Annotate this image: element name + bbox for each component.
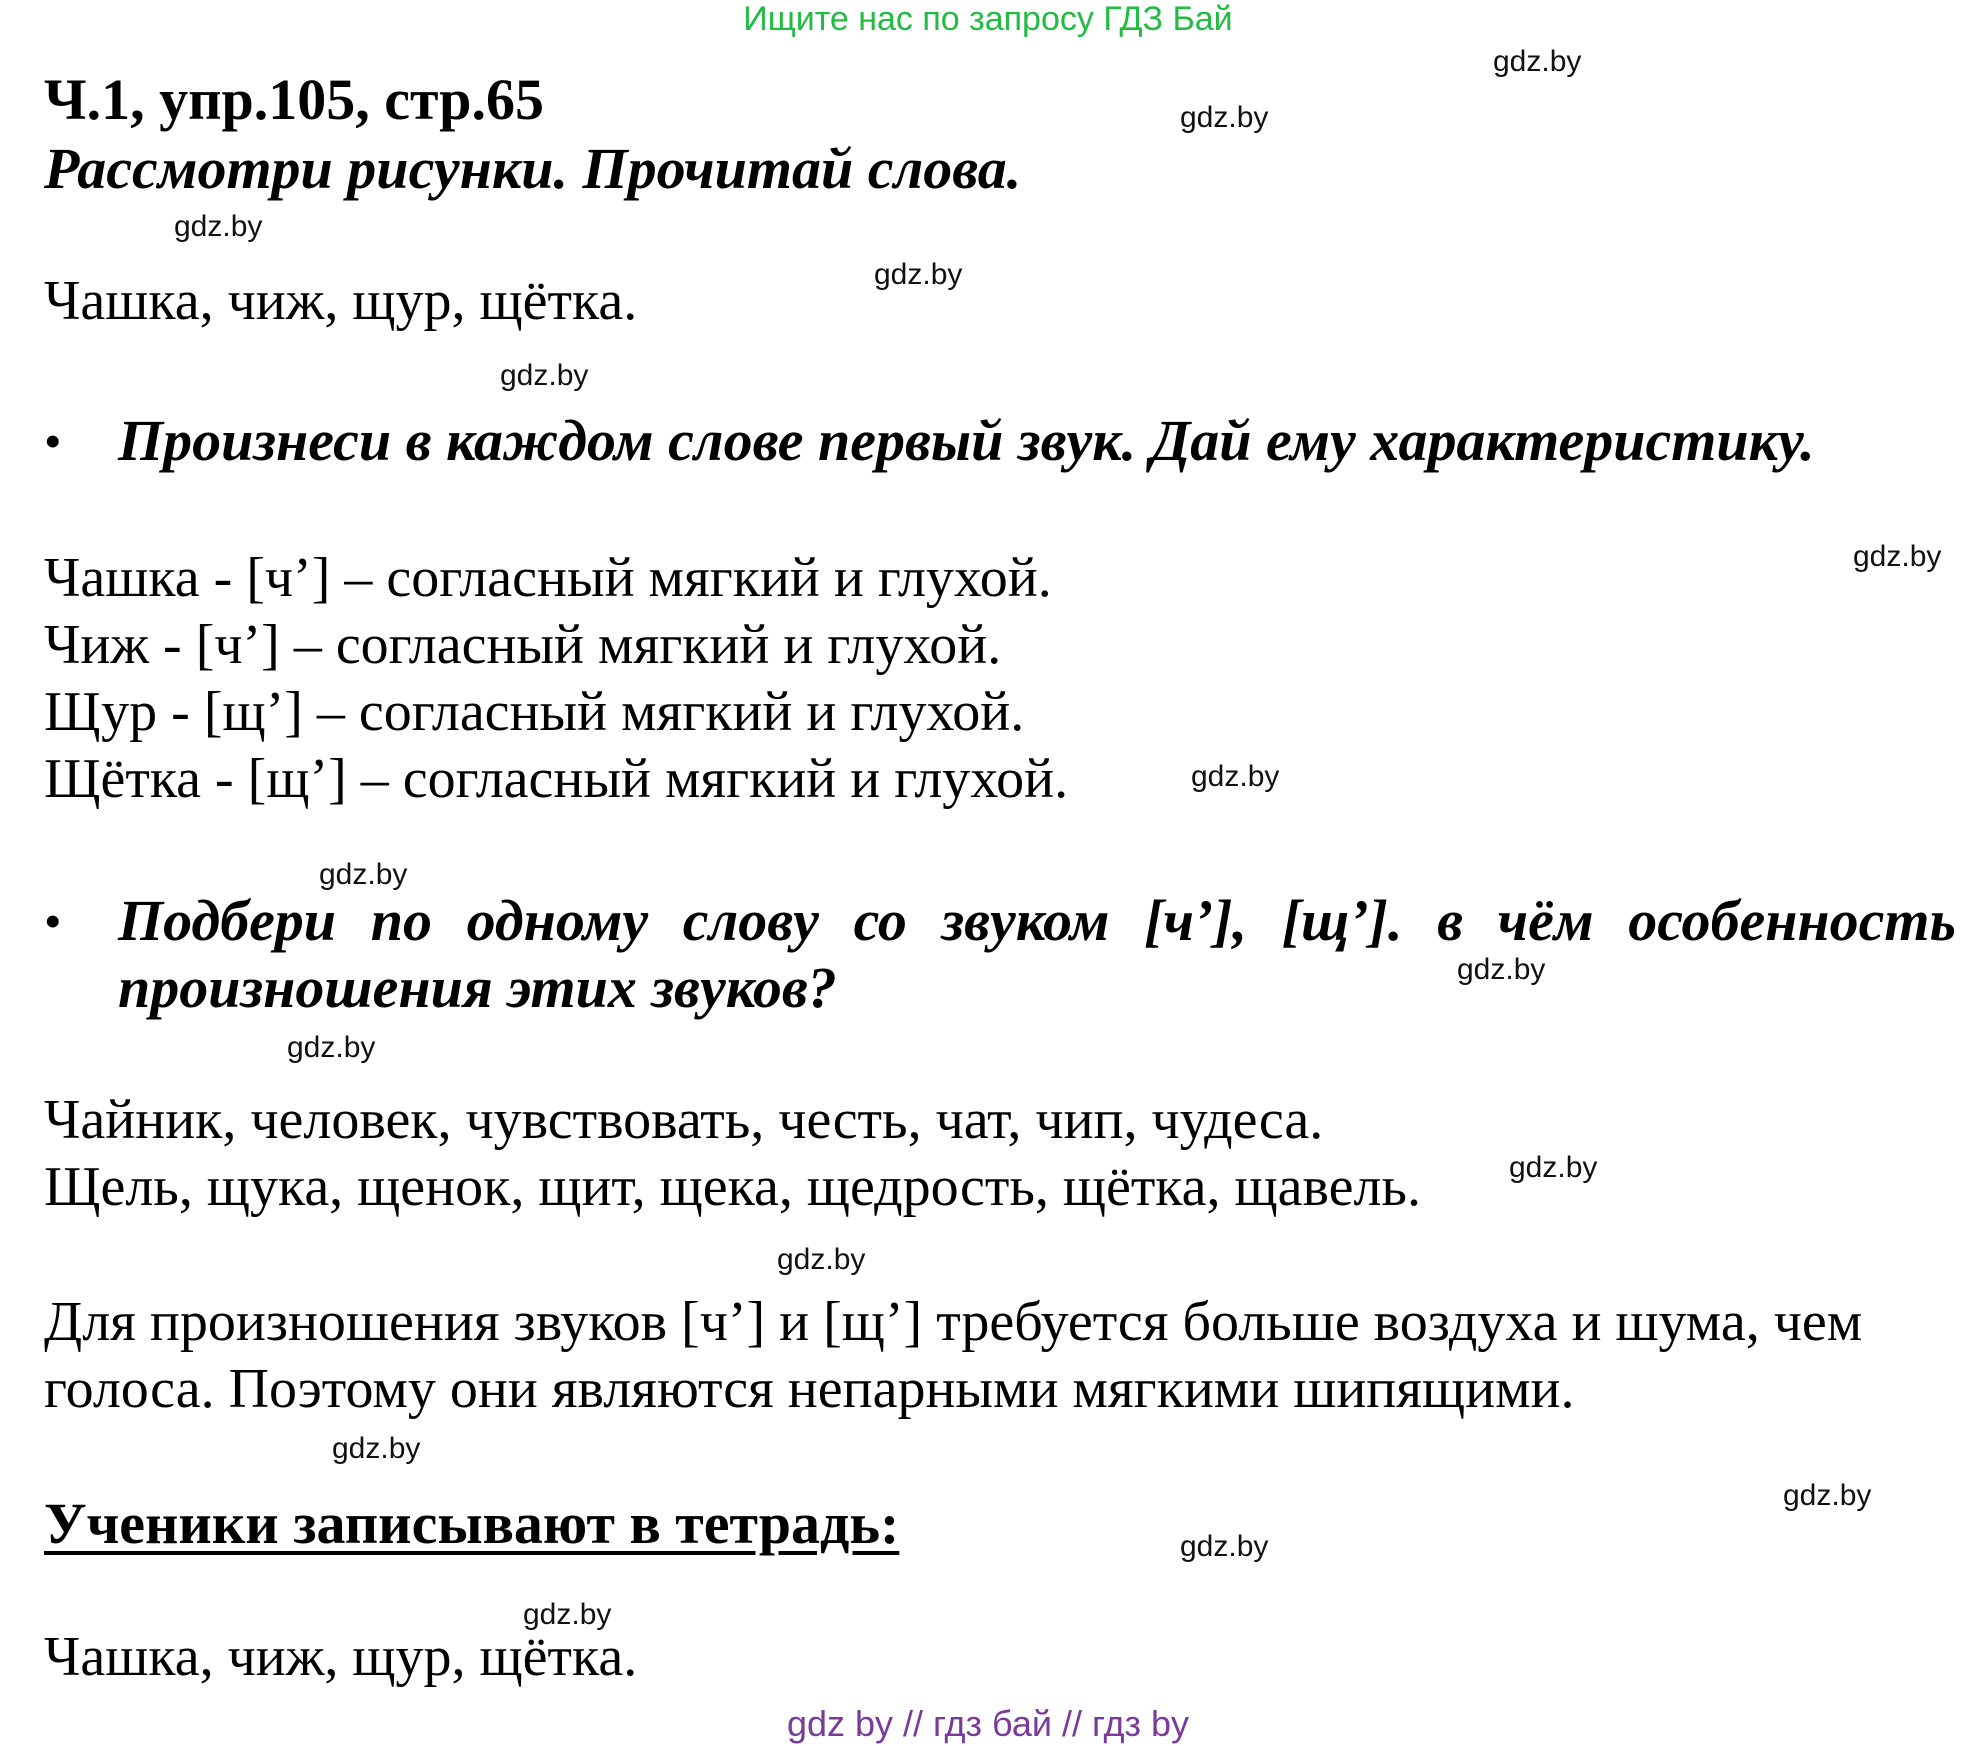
watermark: gdz.by — [287, 1031, 376, 1064]
words-line: Чашка, чиж, щур, щётка. — [44, 270, 638, 332]
notebook-words-line: Чашка, чиж, щур, щётка. — [44, 1626, 638, 1688]
bullet-2: • — [44, 893, 62, 949]
watermark: gdz.by — [1783, 1479, 1872, 1512]
watermark: gdz.by — [1180, 1530, 1269, 1563]
answer-line-1: Чашка - [ч’] – согласный мягкий и глухой. — [44, 547, 1052, 609]
sch-words-line: Щель, щука, щенок, щит, щека, щедрость, щётка, щавель. — [44, 1156, 1421, 1218]
notebook-heading: Ученики записывают в тетрадь: — [44, 1491, 900, 1556]
watermark: gdz.by — [523, 1598, 612, 1631]
watermark: gdz.by — [1457, 953, 1546, 986]
task-1: Произнеси в каждом слове первый звук. Дай ему характеристику. — [118, 408, 1815, 473]
task-2-line-1: Подбери по одному слову со звуком [ч’], [щ’]. в чём особенность — [118, 888, 1956, 953]
watermark: gdz.by — [332, 1432, 421, 1465]
task-2-line-2: произношения этих звуков? — [118, 955, 837, 1020]
footer-links: gdz by // гдз бай // гдз by — [786, 1703, 1190, 1744]
bullet-1: • — [44, 413, 62, 469]
answer-line-3: Щур - [щ’] – согласный мягкий и глухой. — [44, 681, 1025, 743]
watermark: gdz.by — [319, 858, 408, 891]
watermark: gdz.by — [174, 210, 263, 243]
watermark: gdz.by — [1853, 540, 1942, 573]
ch-words-line: Чайник, человек, чувствовать, честь, чат, чип, чудеса. — [44, 1089, 1324, 1151]
explanation-line-1: Для произношения звуков [ч’] и [щ’] требуется больше воздуха и шума, чем — [44, 1291, 1863, 1353]
answer-line-4: Щётка - [щ’] – согласный мягкий и глухой. — [44, 748, 1069, 810]
exercise-heading: Ч.1, упр.105, стр.65 — [44, 67, 544, 132]
watermark: gdz.by — [874, 258, 963, 291]
watermark: gdz.by — [1493, 45, 1582, 78]
watermark: gdz.by — [1509, 1151, 1598, 1184]
watermark: gdz.by — [500, 359, 589, 392]
top-banner: Ищите нас по запросу ГДЗ Бай — [743, 0, 1233, 38]
task-intro: Рассмотри рисунки. Прочитай слова. — [44, 136, 1022, 201]
explanation-line-2: голоса. Поэтому они являются непарными мягкими шипящими. — [44, 1358, 1575, 1420]
watermark: gdz.by — [777, 1243, 866, 1276]
answer-line-2: Чиж - [ч’] – согласный мягкий и глухой. — [44, 614, 1002, 676]
watermark: gdz.by — [1191, 760, 1280, 793]
watermark: gdz.by — [1180, 101, 1269, 134]
